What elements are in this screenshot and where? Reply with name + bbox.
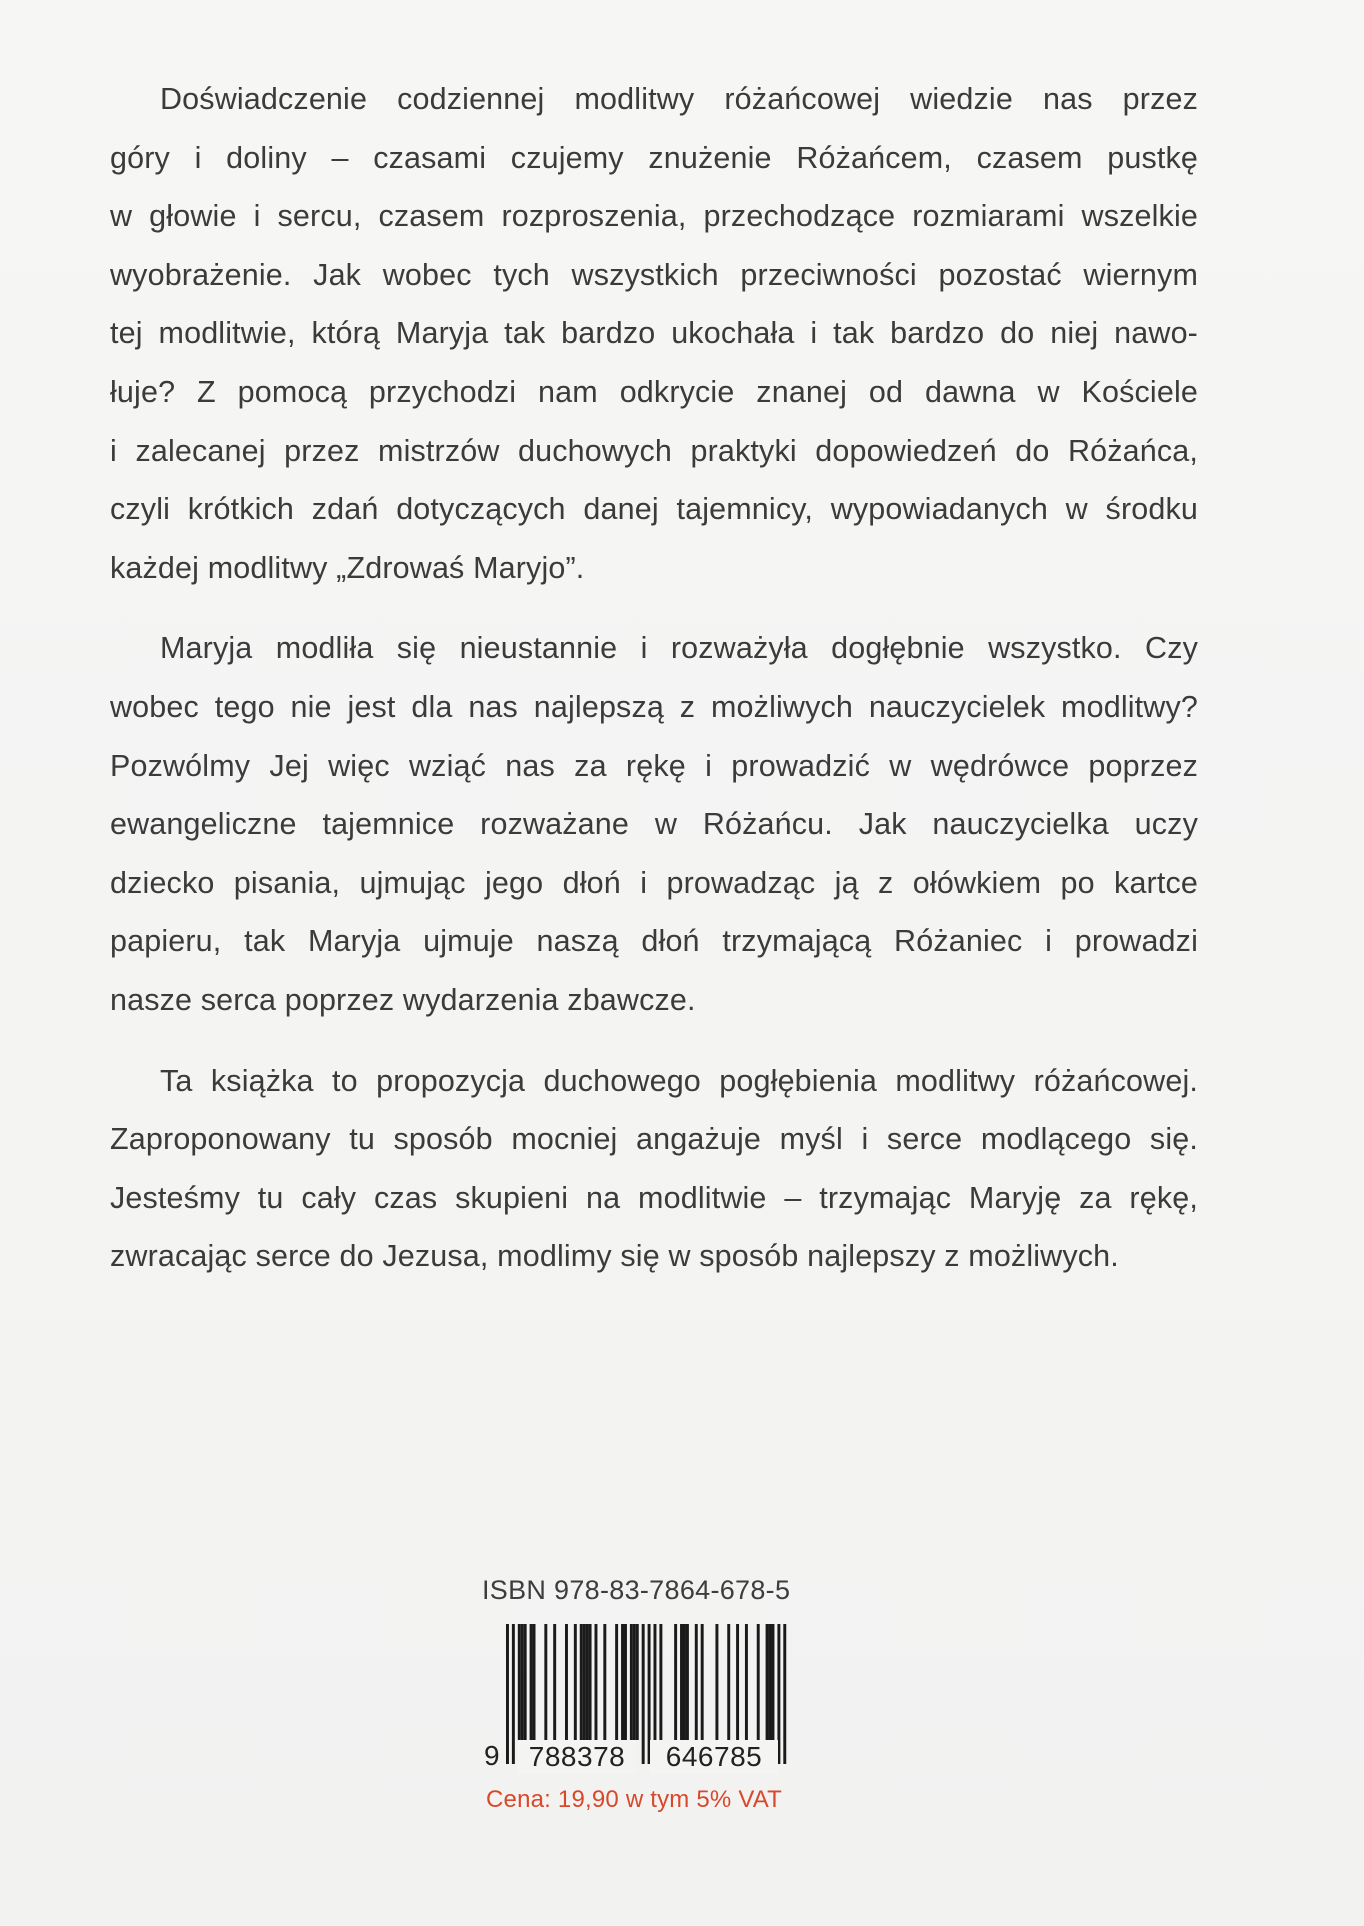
barcode-bar [580, 1624, 583, 1740]
barcode-bar [745, 1624, 748, 1740]
barcode-bar [615, 1624, 618, 1740]
barcode-right-digits: 646785 [650, 1740, 778, 1774]
text-line: Zaproponowany tu sposób mocniej angażuje myśl i serce modlącego się. [110, 1122, 1198, 1157]
paragraph-1 [110, 70, 1198, 597]
text-line: zwracając serce do Jezusa, modlimy się w sposób najlepszy z możliwych. [110, 1239, 1119, 1274]
barcode-bar [521, 1624, 524, 1740]
barcode-bar [680, 1624, 683, 1740]
isbn-block [482, 1572, 812, 1814]
text-line: Maryja modliła się nieustannie i rozważyła dogłębnie wszystko. Czy [160, 631, 1198, 666]
barcode-bar [553, 1624, 556, 1740]
price-label: Cena: 19,90 w tym 5% VAT [486, 1786, 783, 1813]
text-line: i zalecanej przez mistrzów duchowych praktyki dopowiedzeń do Różańca, [110, 433, 1198, 468]
text-line: dziecko pisania, ujmując jego dłoń i prowadząc ją z ołówkiem po kartce [110, 865, 1198, 900]
barcode-bar [777, 1624, 780, 1764]
blurb-text [110, 70, 1198, 1308]
barcode-bar [736, 1624, 739, 1740]
barcode-first-digit: 9 [484, 1740, 500, 1771]
text-line: każdej modlitwy „Zdrowaś Maryjo”. [110, 550, 585, 585]
barcode-bar [757, 1624, 760, 1740]
barcode-bar [530, 1624, 533, 1740]
text-line: w głowie i sercu, czasem rozproszenia, przechodzące rozmiarami wszelkie [110, 199, 1198, 234]
text-line: tej modlitwie, którą Maryja tak bardzo ukochała i tak bardzo do niej nawo- [110, 316, 1198, 351]
barcode-bar [772, 1624, 775, 1740]
text-line: Pozwólmy Jej więc wziąć nas za rękę i prowadzić w wędrówce poprzez [110, 748, 1198, 783]
barcode-bar [506, 1624, 509, 1764]
barcode-bar [518, 1624, 521, 1740]
text-line: wyobrażenie. Jak wobec tych wszystkich przeciwności pozostać wiernym [110, 257, 1198, 292]
barcode-bar [624, 1624, 627, 1740]
barcode-bar [633, 1624, 636, 1740]
barcode-bar [595, 1624, 598, 1740]
text-line: góry i doliny – czasami czujemy znużenie Różańcem, czasem pustkę [110, 140, 1198, 175]
barcode-bar [630, 1624, 633, 1740]
barcode-bar [727, 1624, 730, 1740]
text-line: ewangeliczne tajemnice rozważane w Różańcu. Jak nauczycielka uczy [110, 807, 1198, 842]
barcode-bar [642, 1624, 645, 1764]
barcode-bar [783, 1624, 786, 1764]
text-line: Ta książka to propozycja duchowego pogłębienia modlitwy różańcowej. [160, 1063, 1198, 1098]
barcode-bar [769, 1624, 772, 1740]
barcode-bar [583, 1624, 586, 1740]
barcode-bar [586, 1624, 589, 1740]
barcode-left-digits: 788378 [518, 1740, 636, 1774]
barcode-bar [674, 1624, 677, 1740]
barcode-bar [701, 1624, 704, 1740]
barcode-bar [574, 1624, 577, 1740]
barcode-bar [715, 1624, 718, 1740]
isbn-label: ISBN 978-83-7864-678-5 [482, 1575, 791, 1605]
barcode-bar [654, 1624, 657, 1740]
barcode-bar [589, 1624, 592, 1740]
paragraph-2 [110, 619, 1198, 1029]
text-line: wobec tego nie jest dla nas najlepszą z możliwych nauczycielek modlitwy? [110, 689, 1198, 724]
barcode-bar [544, 1624, 547, 1740]
text-line: papieru, tak Maryja ujmuje naszą dłoń trzymającą Różaniec i prowadzi [110, 924, 1198, 959]
barcode-bar [512, 1624, 515, 1764]
barcode-bar [648, 1624, 651, 1764]
barcode-bars [482, 1624, 812, 1776]
barcode-bar [565, 1624, 568, 1740]
text-line: czyli krótkich zdań dotyczących danej tajemnicy, wypowiadanych w środku [110, 492, 1198, 527]
barcode-bar [695, 1624, 698, 1740]
barcode-bar [766, 1624, 769, 1740]
paragraph-3 [110, 1052, 1198, 1286]
barcode-bar [683, 1624, 686, 1740]
barcode-bar [621, 1624, 624, 1740]
text-line: Jesteśmy tu cały czas skupieni na modlitwie – trzymając Maryję za rękę, [110, 1180, 1198, 1215]
barcode-bar [603, 1624, 606, 1740]
barcode-bar [636, 1624, 639, 1740]
barcode-bar [659, 1624, 662, 1740]
barcode [482, 1624, 812, 1776]
barcode-bar [524, 1624, 527, 1740]
text-line: nasze serca poprzez wydarzenia zbawcze. [110, 982, 696, 1017]
text-line: łuje? Z pomocą przychodzi nam odkrycie znanej od dawna w Kościele [110, 374, 1198, 409]
barcode-bar [533, 1624, 536, 1740]
text-line: Doświadczenie codziennej modlitwy różańcowej wiedzie nas przez [160, 82, 1198, 116]
barcode-bar [686, 1624, 689, 1740]
